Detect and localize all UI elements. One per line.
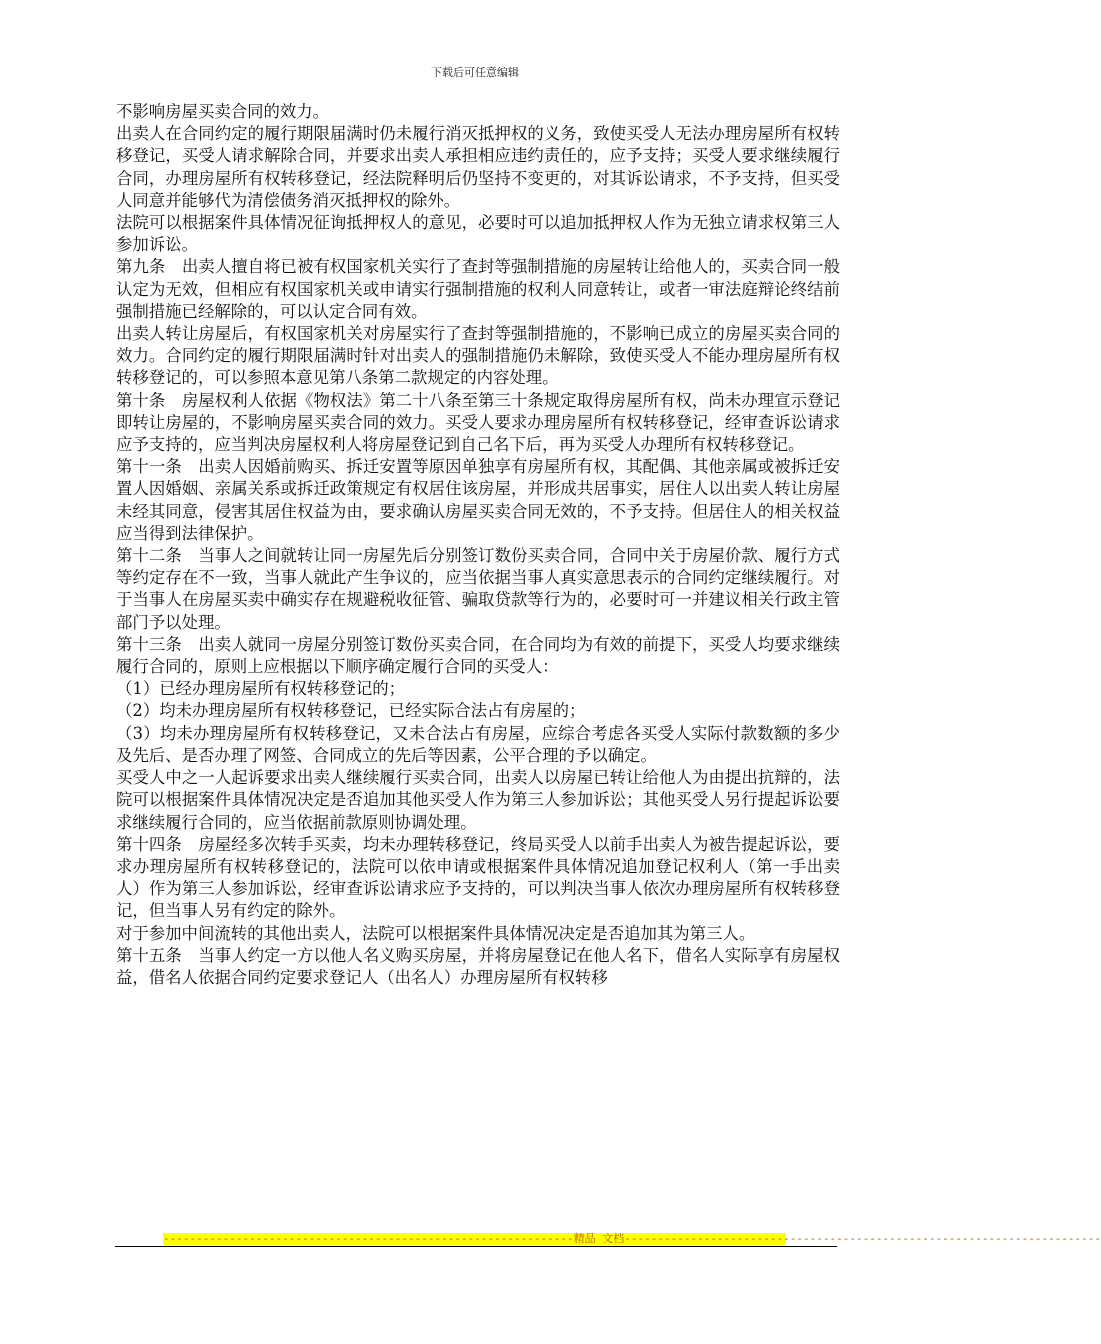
article-13-item-3: （3）均未办理房屋所有权转移登记，又未合法占有房屋，应综合考虑各买受人实际付款数额的多少及先后、是否办理了网签、合同成立的先后等因素，公平合理的予以确定。 — [116, 723, 840, 765]
article-13-item-2: （2）均未办理房屋所有权转移登记，已经实际合法占有房屋的； — [116, 701, 586, 721]
paragraph-mortgage-default: 出卖人在合同约定的履行期限届满时仍未履行消灭抵押权的义务，致使买受人无法办理房屋所有权转移登记，买受人请求解除合同，并要求出卖人承担相应违约责任的，应予支持；买受人要求继续履行合同，办理房屋所有权转移登记，经法院释明后仍坚持不变更的，对其诉讼请求，不予支持，但买受人同意并能够代为清偿债务消灭抵押权的除外。 — [116, 124, 840, 210]
article-14: 第十四条 房屋经多次转手买卖，均未办理转移登记，终局买受人以前手出卖人为被告提起诉讼，要求办理房屋所有权转移登记的，法院可以依申请或根据案件具体情况追加登记权利人（第一手出卖人）作为第三人参加诉讼，经审查诉讼请求应予支持的，可以判决当事人依次办理房屋所有权转移登记，但当事人另有约定的除外。 — [116, 834, 840, 921]
article-15: 第十五条 当事人约定一方以他人名义购买房屋，并将房屋登记在他人名下，借名人实际享有房屋权益，借名人依据合同约定要求登记人（出名人）办理房屋所有权转移 — [116, 945, 840, 987]
page-header: 下载后可任意编辑 — [431, 66, 519, 79]
paragraph-continuation: 不影响房屋买卖合同的效力。 — [116, 102, 330, 121]
article-12: 第十二条 当事人之间就转让同一房屋先后分别签订数份买卖合同，合同中关于房屋价款、履行方式等约定存在不一致，当事人就此产生争议的，应当依据当事人真实意思表示的合同约定继续履行。对于当事人在房屋买卖中确实存在规避税收征管、骗取贷款等行为的，必要时可一并建议相关行政主管部门予以处理。 — [116, 546, 840, 632]
article-13-item-1: （1）已经办理房屋所有权转移登记的； — [116, 679, 406, 699]
article-9: 第九条 出卖人擅自将已被有权国家机关实行了查封等强制措施的房屋转让给他人的，买卖合同一般认定为无效，但相应有权国家机关或申请实行强制措施的权利人同意转让，或者一审法庭辩论终结前强制措施已经解除的，可以认定合同有效。 — [116, 257, 840, 321]
footer-banner: --------------------------------------------------------------精品 文档------------------------------------------------------------------------ — [163, 1232, 1101, 1245]
article-11: 第十一条 出卖人因婚前购买、拆迁安置等原因单独享有房屋所有权，其配偶、其他亲属或被拆迁安置人因婚姻、亲属关系或拆迁政策规定有权居住该房屋，并形成共居事实，居住人以出卖人转让房屋未经其同意，侵害其居住权益为由，要求确认房屋买卖合同无效的，不予支持。但居住人的相关权益应当得到法律保护。 — [116, 457, 840, 543]
article-9-clause-2: 出卖人转让房屋后，有权国家机关对房屋实行了查封等强制措施的，不影响已成立的房屋买卖合同的效力。合同约定的履行期限届满时针对出卖人的强制措施仍未解除，致使买受人不能办理房屋所有权转移登记的，可以参照本意见第八条第二款规定的内容处理。 — [116, 324, 840, 388]
article-14-clause-2: 对于参加中间流转的其他出卖人，法院可以根据案件具体情况决定是否追加其为第三人。 — [116, 923, 756, 943]
footer-divider — [115, 1246, 837, 1247]
document-body — [116, 101, 840, 989]
article-13: 第十三条 出卖人就同一房屋分别签订数份买卖合同，在合同均为有效的前提下，买受人均要求继续履行合同的，原则上应根据以下顺序确定履行合同的买受人： — [116, 634, 840, 677]
article-10: 第十条 房屋权利人依据《物权法》第二十八条至第三十条规定取得房屋所有权，尚未办理宣示登记即转让房屋的，不影响房屋买卖合同的效力。买受人要求办理房屋所有权转移登记，经审查诉讼请求应予支持的，应当判决房屋权利人将房屋登记到自己名下后，再为买受人办理所有权转移登记。 — [116, 390, 840, 455]
paragraph-mortgagee-opinion: 法院可以根据案件具体情况征询抵押权人的意见，必要时可以追加抵押权人作为无独立请求权第三人参加诉讼。 — [116, 213, 840, 255]
article-13-clause-2: 买受人中之一人起诉要求出卖人继续履行买卖合同，出卖人以房屋已转让给他人为由提出抗辩的，法院可以根据案件具体情况决定是否追加其他买受人作为第三人参加诉讼；其他买受人另行提起诉讼要求继续履行合同的，应当依据前款原则协调处理。 — [116, 768, 840, 832]
